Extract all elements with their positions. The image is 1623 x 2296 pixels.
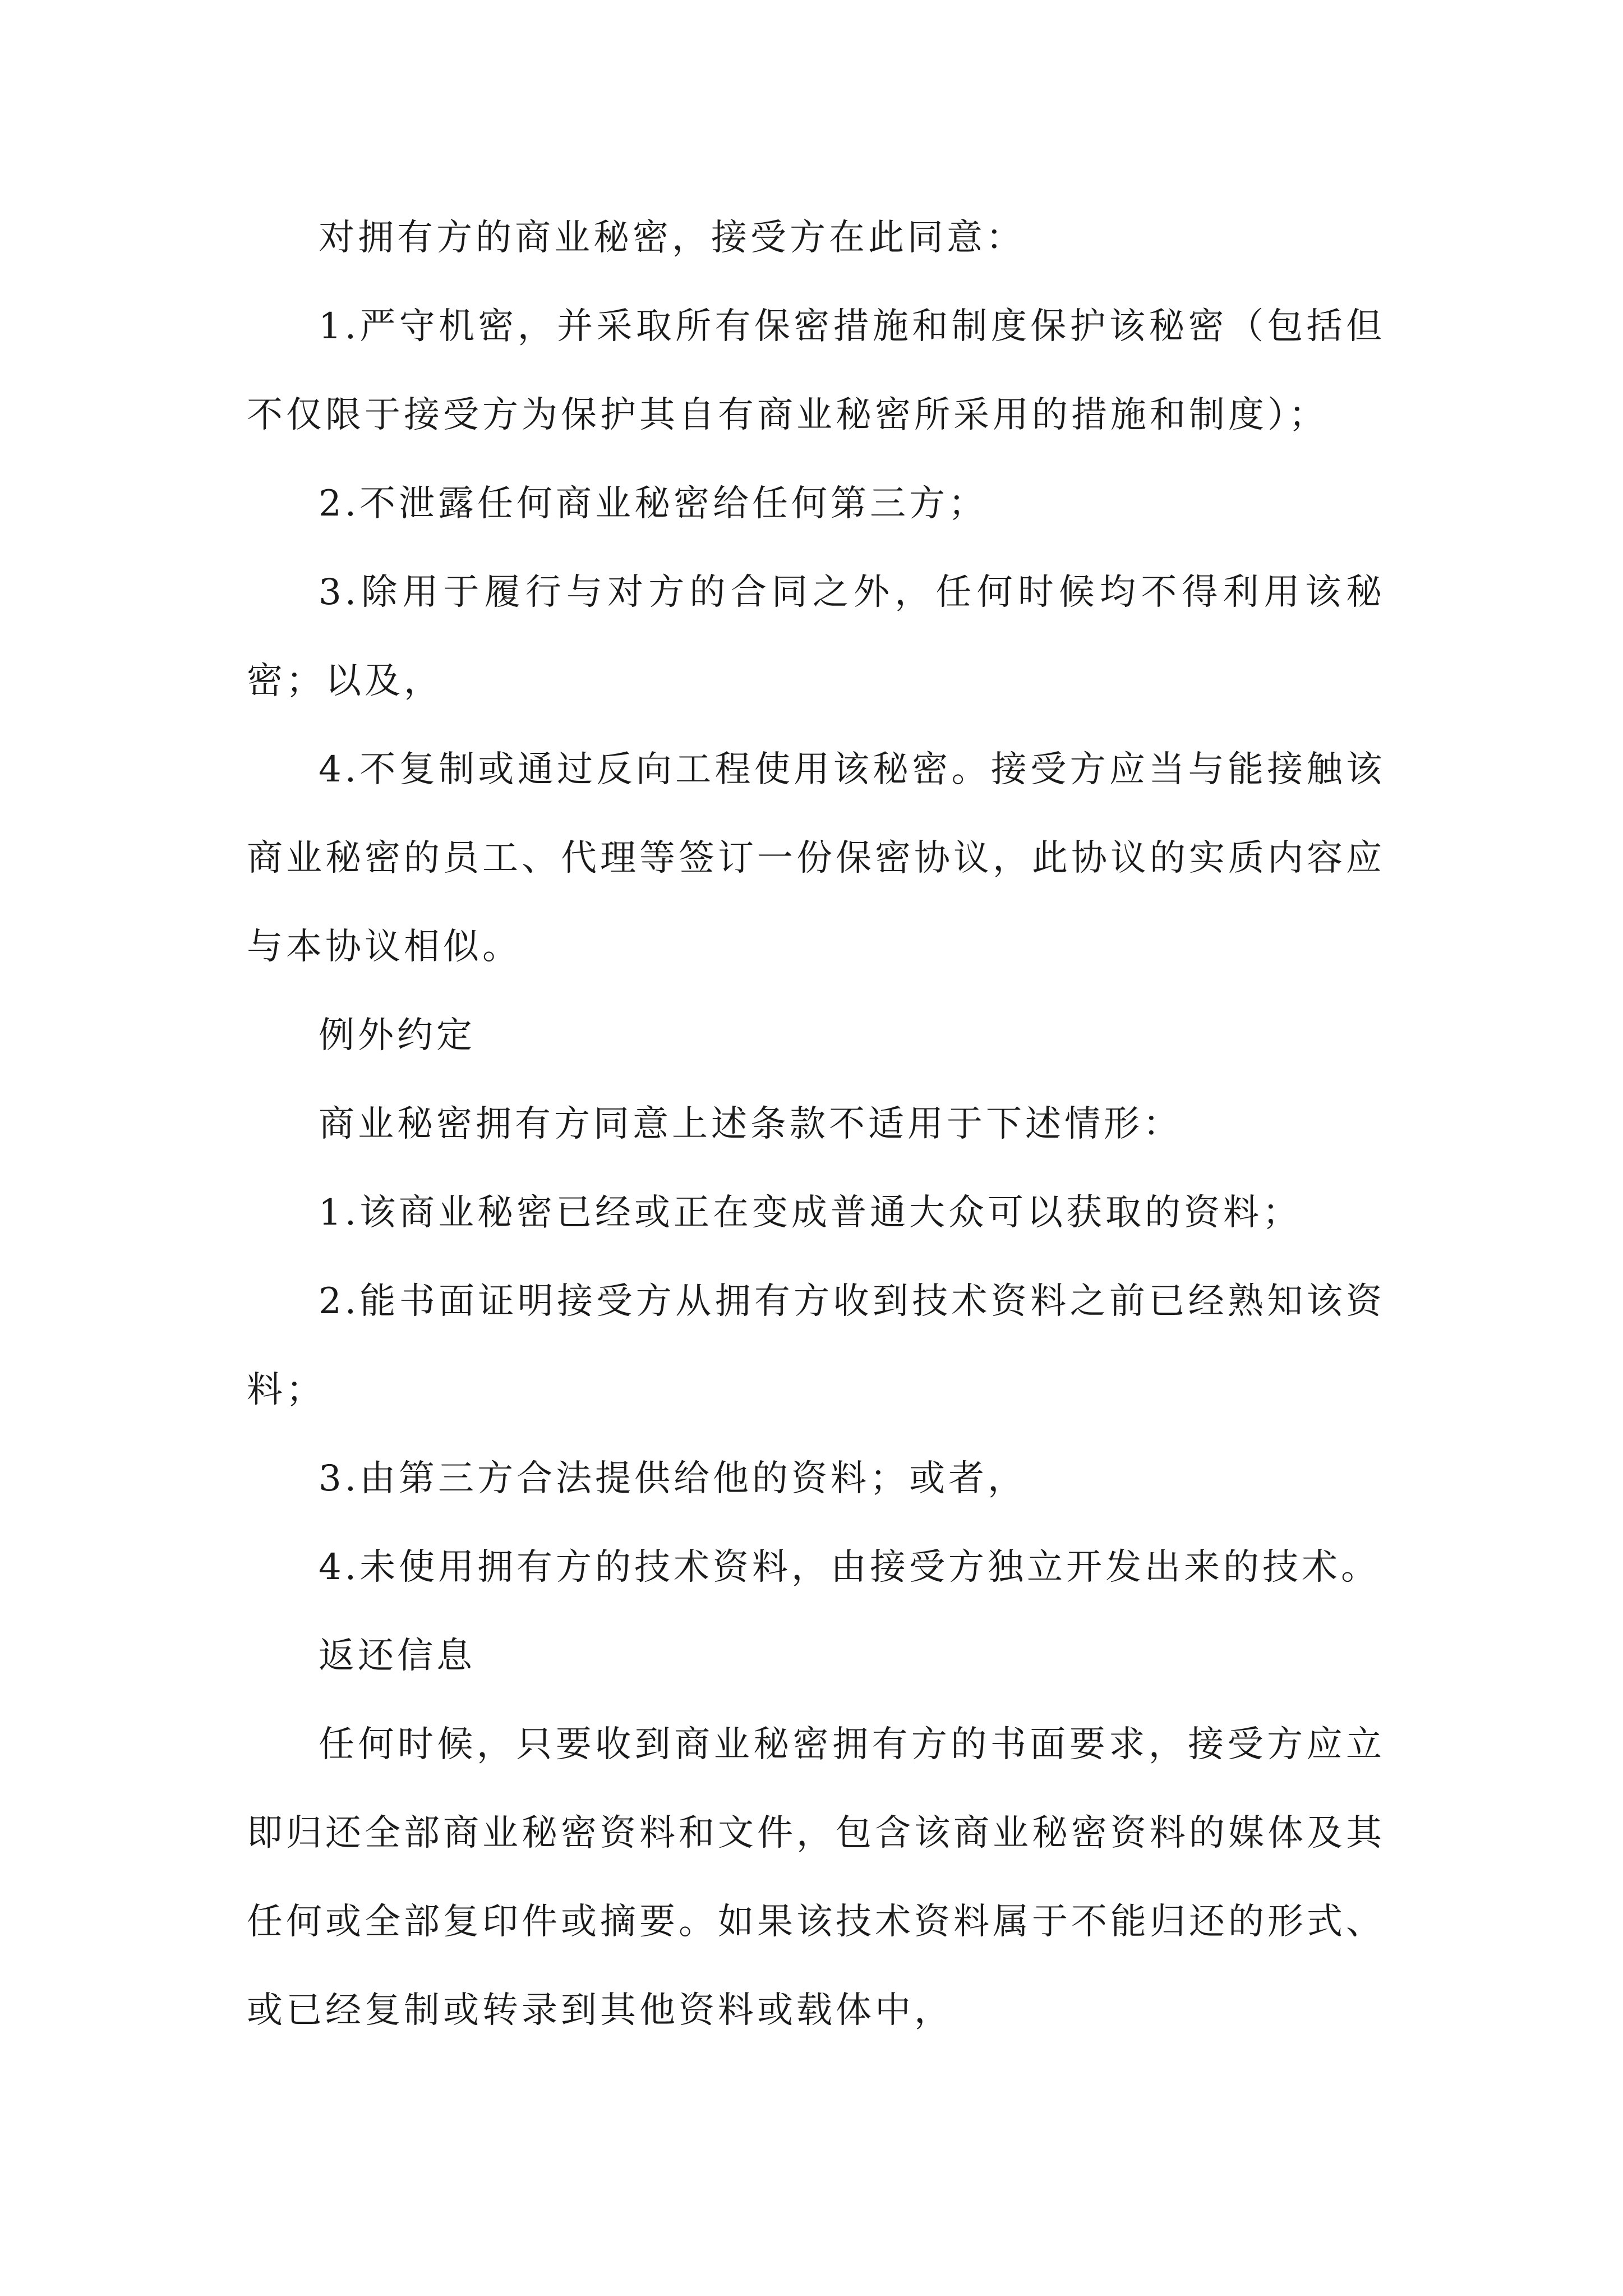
paragraph-exception-2: 2.能书面证明接受方从拥有方收到技术资料之前已经熟知该资料； (247, 1281, 1385, 1411)
paragraph-intro: 对拥有方的商业秘密，接受方在此同意： (319, 217, 1025, 259)
paragraph-clause-4: 4.不复制或通过反向工程使用该秘密。接受方应当与能接触该商业秘密的员工、代理等签订一份保密协议，此协议的实质内容应与本协议相似。 (247, 749, 1385, 968)
paragraph-clause-2: 2.不泄露任何商业秘密给任何第三方； (319, 483, 988, 524)
paragraph-return-info: 任何时候，只要收到商业秘密拥有方的书面要求，接受方应立即归还全部商业秘密资料和文件，包含该商业秘密资料的媒体及其任何或全部复印件或摘要。如果该技术资料属于不能归还的形式、或已经复制或转录到其他资料或载体中， (247, 1724, 1385, 2031)
paragraph-exceptions-intro: 商业秘密拥有方同意上述条款不适用于下述情形： (319, 1103, 1182, 1145)
paragraph-clause-1: 1.严守机密，并采取所有保密措施和制度保护该秘密（包括但不仅限于接受方为保护其自有商业秘密所采用的措施和制度）； (247, 306, 1385, 436)
paragraph-clause-3: 3.除用于履行与对方的合同之外，任何时候均不得利用该秘密；以及， (247, 572, 1385, 702)
paragraph-exception-4: 4.未使用拥有方的技术资料，由接受方独立开发出来的技术。 (319, 1547, 1381, 1588)
section-heading-exceptions: 例外约定 (319, 1015, 476, 1056)
document-body (247, 194, 1385, 2055)
paragraph-exception-1: 1.该商业秘密已经或正在变成普通大众可以获取的资料； (319, 1192, 1302, 1234)
paragraph-exception-3: 3.由第三方合法提供给他的资料；或者， (319, 1458, 1027, 1499)
section-heading-return-info: 返还信息 (319, 1635, 476, 1677)
